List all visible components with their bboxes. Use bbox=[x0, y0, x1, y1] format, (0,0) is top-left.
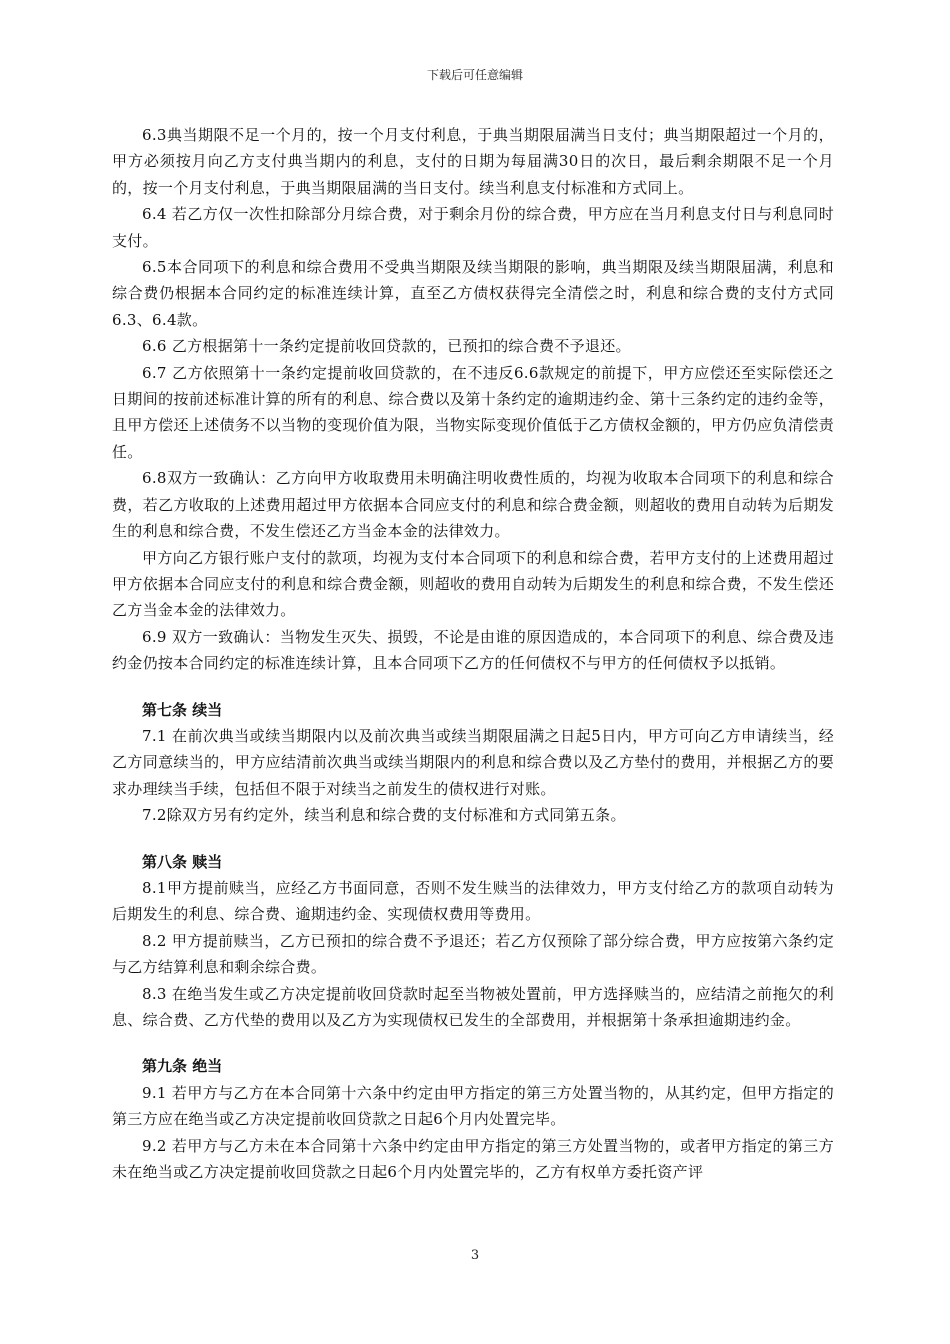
section-gap bbox=[112, 677, 834, 697]
clause-6-6: 6.6 乙方根据第十一条约定提前收回贷款的，已预扣的综合费不予退还。 bbox=[142, 337, 631, 356]
clause-9-2: 9.2 若甲方与乙方未在本合同第十六条中约定由甲方指定的第三方处置当物的，或者甲方指定的第三方未在绝当或乙方决定提前收回贷款之日起6个月内处置完毕的，乙方有权单方委托资产评 bbox=[112, 1136, 834, 1182]
clause-8-1: 8.1甲方提前赎当，应经乙方书面同意，否则不发生赎当的法律效力，甲方支付给乙方的款项自动转为后期发生的利息、综合费、逾期违约金、实现债权费用等费用。 bbox=[112, 878, 834, 924]
clause-8-2: 8.2 甲方提前赎当，乙方已预扣的综合费不予退还；若乙方仅预除了部分综合费，甲方应按第六条约定与乙方结算利息和剩余综合费。 bbox=[112, 931, 834, 977]
clause-6-4: 6.4 若乙方仅一次性扣除部分月综合费，对于剩余月份的综合费，甲方应在当月利息支付日与利息同时支付。 bbox=[112, 205, 834, 250]
section-gap bbox=[112, 829, 834, 849]
article-8-heading: 第八条 赎当 bbox=[142, 852, 223, 871]
document-body bbox=[112, 122, 834, 1185]
page-header: 下载后可任意编辑 bbox=[426, 68, 523, 82]
clause-7-2: 7.2除双方另有约定外，续当利息和综合费的支付标准和方式同第五条。 bbox=[142, 806, 626, 825]
clause-6-3: 6.3典当期限不足一个月的，按一个月支付利息，于典当期限届满当日支付；典当期限超过一个月的，甲方必须按月向乙方支付典当期内的利息，支付的日期为每届满30日的次日，最后剩余期限不足一个月的，按一个月支付利息，于典当期限届满的当日支付。续当利息支付标准和方式同上。 bbox=[112, 126, 834, 197]
clause-6-8: 6.8双方一致确认：乙方向甲方收取费用未明确注明收费性质的，均视为收取本合同项下的利息和综合费，若乙方收取的上述费用超过甲方依据本合同应支付的利息和综合费金额，则超收的费用自动转为后期发生的利息和综合费，不发生偿还乙方当金本金的法律效力。 bbox=[112, 469, 834, 541]
clause-8-3: 8.3 在绝当发生或乙方决定提前收回贷款时起至当物被处置前，甲方选择赎当的，应结清之前拖欠的利息、综合费、乙方代垫的费用以及乙方为实现债权已发生的全部费用，并根据第十条承担逾期违约金。 bbox=[112, 984, 834, 1029]
clause-6-7: 6.7 乙方依照第十一条约定提前收回贷款的，在不违反6.6款规定的前提下，甲方应偿还至实际偿还之日期间的按前述标准计算的所有的利息、综合费以及第十条约定的逾期违约金、第十三条约定的违约金等，且甲方偿还上述债务不以当物的变现价值为限，当物实际变现价值低于乙方债权金额的，甲方仍应负清偿责任。 bbox=[112, 363, 834, 461]
clause-9-1: 9.1 若甲方与乙方在本合同第十六条中约定由甲方指定的第三方处置当物的，从其约定，但甲方指定的第三方应在绝当或乙方决定提前收回贷款之日起6个月内处置完毕。 bbox=[112, 1083, 834, 1129]
clause-6-5: 6.5本合同项下的利息和综合费用不受典当期限及续当期限的影响，典当期限及续当期限届满，利息和综合费仍根据本合同约定的标准连续计算，直至乙方债权获得完全清偿之时，利息和综合费的支付方式同6.3、6.4款。 bbox=[112, 258, 834, 329]
article-9-heading: 第九条 绝当 bbox=[142, 1057, 223, 1076]
clause-7-1: 7.1 在前次典当或续当期限内以及前次典当或续当期限届满之日起5日内，甲方可向乙方申请续当，经乙方同意续当的，甲方应结清前次典当或续当期限内的利息和综合费以及乙方垫付的费用，并根据乙方的要求办理续当手续，包括但不限于对续当之前发生的债权进行对账。 bbox=[112, 726, 834, 798]
article-7-heading: 第七条 续当 bbox=[142, 700, 223, 719]
section-gap bbox=[112, 1033, 834, 1053]
clause-6-8-continued: 甲方向乙方银行账户支付的款项，均视为支付本合同项下的利息和综合费，若甲方支付的上述费用超过甲方依据本合同应支付的利息和综合费金额，则超收的费用自动转为后期发生的利息和综合费，不发生偿还乙方当金本金的法律效力。 bbox=[112, 548, 834, 620]
page-number: 3 bbox=[470, 1248, 480, 1263]
clause-6-9: 6.9 双方一致确认：当物发生灭失、损毁，不论是由谁的原因造成的，本合同项下的利息、综合费及违约金仍按本合同约定的标准连续计算，且本合同项下乙方的任何债权不与甲方的任何债权予以抵销。 bbox=[112, 627, 834, 673]
